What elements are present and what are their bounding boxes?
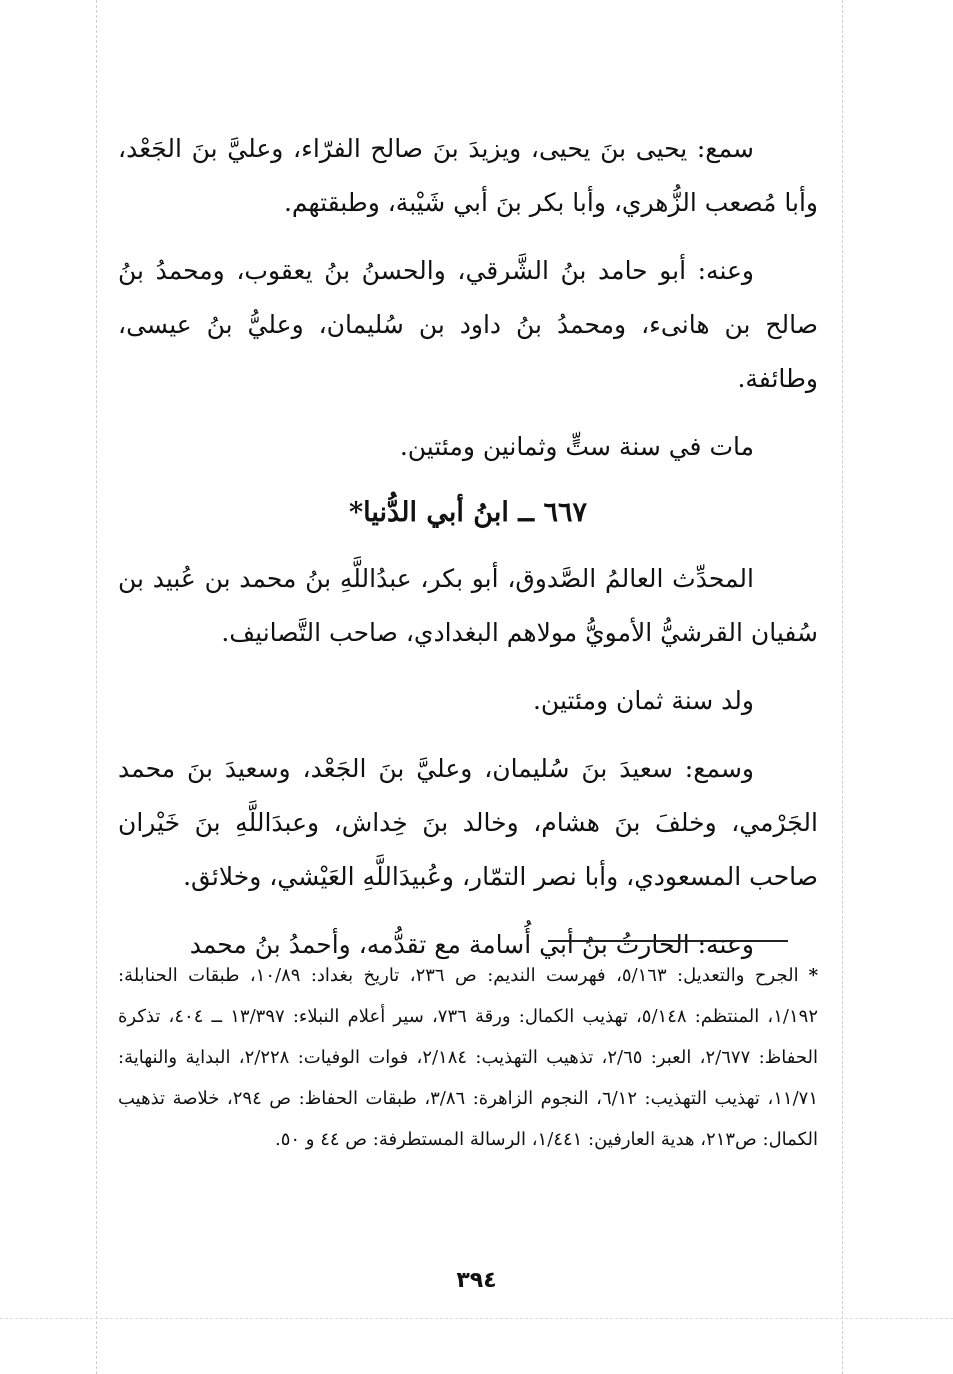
- entry-heading: ٦٦٧ ــ ابنُ أبي الدُّنيا*: [349, 497, 587, 528]
- footnote-marker: *: [808, 965, 819, 986]
- entry-paragraph-intro: المحدِّث العالمُ الصَّدوق، أبو بكر، عبدُاللَّهِ بنُ محمد بن عُبيد بن سُفيان القرشيُّ الأمويُّ مولاهم البغدادي، صاحب التَّصانيف.: [118, 564, 818, 647]
- crop-guide-bottom: [0, 1318, 953, 1319]
- footnote-text: الجرح والتعديل: ٥/١٦٣، فهرست النديم: ص ٢٣٦، تاريخ بغداد: ١٠/٨٩، طبقات الحنابلة: ١/١٩٢، المنتظم: ٥/١٤٨، تهذيب الكمال: ورقة ٧٣٦، سير أعلام النبلاء: ١٣/٣٩٧ ــ ٤٠٤، تذكرة الحفاظ: ٢/٦٧٧، العبر: ٢/٦٥، تذهيب التهذيب: ٢/١٨٤، فوات الوفيات: ٢/٢٢٨، البداية والنهاية: ١١/٧١، تهذيب التهذيب: ٦/١٢، النجوم الزاهرة: ٣/٨٦، طبقات الحفاظ: ص ٢٩٤، خلاصة تذهيب الكمال: ص٢١٣، هدية العارفين: ١/٤٤١، الرسالة المستطرفة: ص ٤٤ و ٥٠.: [118, 965, 819, 1150]
- entry-paragraph-students: وعنه: الحارثُ بنُ أبي أُسامة مع تقدُّمه، وأحمدُ بنُ محمد: [189, 930, 754, 959]
- footnote: [118, 955, 818, 1160]
- main-text: [118, 122, 818, 986]
- crop-guide-right: [842, 0, 843, 1374]
- footnote-rule: [548, 940, 788, 942]
- page-number: ٣٩٤: [456, 1268, 497, 1293]
- paragraph-death: مات في سنة ستٍّ وثمانين ومئتين.: [399, 432, 754, 461]
- paragraph-heard-from: سمع: يحيى بنَ يحيى، ويزيدَ بنَ صالح الفرّاء، وعليَّ بنَ الجَعْد، وأبا مُصعب الزُّهري، وأبا بكر بنَ أبي شَيْبة، وطبقتهم.: [118, 134, 818, 217]
- entry-paragraph-teachers: وسمع: سعيدَ بنَ سُليمان، وعليَّ بنَ الجَعْد، وسعيدَ بنَ محمد الجَرْمي، وخلفَ بنَ هشام، وخالد بنَ خِداش، وعبدَاللَّهِ بنَ خَيْران صاحب المسعودي، وأبا نصر التمّار، وعُبيدَاللَّهِ العَيْشي، وخلائق.: [118, 754, 818, 891]
- entry-paragraph-birth: ولد سنة ثمان ومئتين.: [532, 686, 754, 715]
- crop-guide-left: [96, 0, 97, 1374]
- paragraph-narrators: وعنه: أبو حامد بنُ الشَّرقي، والحسنُ بنُ يعقوب، ومحمدُ بنُ صالح بن هانىء، ومحمدُ بنُ داود بن سُليمان، وعليُّ بنُ عيسى، وطائفة.: [118, 256, 818, 393]
